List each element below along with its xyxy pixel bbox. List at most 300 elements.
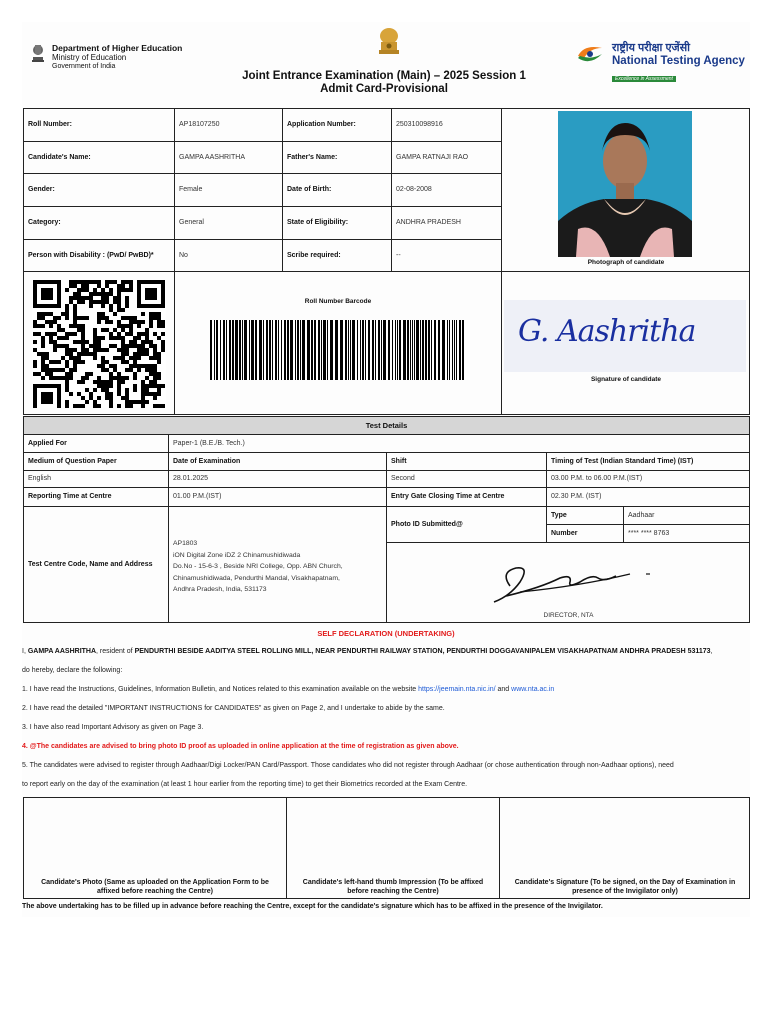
intro-end: , bbox=[710, 648, 713, 655]
qr-module bbox=[121, 288, 125, 292]
qr-module bbox=[117, 384, 121, 388]
barcode-bar bbox=[442, 320, 445, 380]
qr-module bbox=[65, 348, 69, 352]
qr-module bbox=[69, 280, 73, 284]
qr-module bbox=[69, 324, 73, 328]
qr-module bbox=[37, 372, 41, 376]
qr-module bbox=[141, 388, 145, 392]
qr-module bbox=[69, 376, 73, 380]
qr-module bbox=[89, 280, 93, 284]
qr-module bbox=[157, 392, 161, 396]
qr-module bbox=[69, 392, 73, 396]
qr-module bbox=[69, 356, 73, 360]
qr-module bbox=[101, 384, 105, 388]
qr-module bbox=[125, 368, 129, 372]
qr-module bbox=[153, 396, 157, 400]
qr-module bbox=[109, 372, 113, 376]
barcode-bar bbox=[447, 320, 448, 380]
id-number-value: **** **** 8763 bbox=[628, 529, 670, 537]
qr-module bbox=[33, 324, 37, 328]
qr-module bbox=[157, 352, 161, 356]
qr-module bbox=[97, 404, 101, 408]
qr-module bbox=[41, 340, 45, 344]
qr-module bbox=[105, 296, 109, 300]
qr-module bbox=[81, 288, 85, 292]
declaration-point-5a: 5. The candidates were advised to register through Aadhaar/Digi Locker/PAN Card/Passport. Those candidates who did not register through Aadhaar (or chose authentication through non-Aadhaar options), need bbox=[22, 762, 674, 769]
qr-module bbox=[97, 376, 101, 380]
qr-module bbox=[93, 328, 97, 332]
qr-module bbox=[121, 344, 125, 348]
qr-module bbox=[57, 360, 61, 364]
qr-module bbox=[129, 316, 133, 320]
qr-module bbox=[157, 372, 161, 376]
qr-module bbox=[73, 324, 77, 328]
qr-module bbox=[65, 352, 69, 356]
qr-module bbox=[121, 280, 125, 284]
qr-module bbox=[81, 340, 85, 344]
qr-module bbox=[113, 364, 117, 368]
qr-module bbox=[41, 352, 45, 356]
qr-module bbox=[41, 344, 45, 348]
qr-module bbox=[93, 332, 97, 336]
qr-module bbox=[105, 392, 109, 396]
qr-module bbox=[129, 356, 133, 360]
qr-module bbox=[149, 380, 153, 384]
barcode-bar bbox=[311, 320, 313, 380]
nta-link[interactable]: www.nta.ac.in bbox=[511, 686, 555, 693]
qr-module bbox=[133, 344, 137, 348]
barcode-bar bbox=[323, 320, 326, 380]
scribe-label: Scribe required: bbox=[287, 251, 341, 259]
qr-module bbox=[109, 320, 113, 324]
qr-module bbox=[109, 400, 113, 404]
qr-module bbox=[137, 356, 141, 360]
applied-for-value: Paper-1 (B.E./B. Tech.) bbox=[173, 439, 245, 447]
qr-module bbox=[105, 280, 109, 284]
qr-module bbox=[157, 356, 161, 360]
qr-module bbox=[73, 304, 77, 308]
qr-module bbox=[97, 380, 101, 384]
qr-module bbox=[125, 316, 129, 320]
qr-module bbox=[125, 404, 129, 408]
qr-module bbox=[101, 348, 105, 352]
qr-module bbox=[49, 372, 53, 376]
qr-module bbox=[133, 384, 137, 388]
qr-module bbox=[117, 296, 121, 300]
qr-module bbox=[153, 384, 157, 388]
barcode-bar bbox=[297, 320, 299, 380]
declaration-point-1 bbox=[22, 685, 750, 695]
barcode-bar bbox=[454, 320, 455, 380]
roll-number-barcode bbox=[210, 320, 466, 380]
qr-module bbox=[117, 284, 121, 288]
qr-module bbox=[141, 380, 145, 384]
qr-module bbox=[57, 336, 61, 340]
qr-module bbox=[137, 320, 141, 324]
qr-module bbox=[157, 384, 161, 388]
intro-mid: , resident of bbox=[96, 648, 135, 655]
qr-module bbox=[81, 328, 85, 332]
barcode-bar bbox=[381, 320, 382, 380]
qr-module bbox=[65, 400, 69, 404]
qr-module bbox=[129, 368, 133, 372]
barcode-bar bbox=[269, 320, 271, 380]
barcode-bar bbox=[226, 320, 227, 380]
qr-module bbox=[153, 316, 157, 320]
nta-english-name: National Testing Agency bbox=[612, 55, 745, 67]
qr-module bbox=[121, 340, 125, 344]
qr-module bbox=[145, 352, 149, 356]
dob-label: Date of Birth: bbox=[287, 186, 332, 193]
qr-module bbox=[133, 360, 137, 364]
barcode-bar bbox=[462, 320, 464, 380]
barcode-bar bbox=[255, 320, 257, 380]
qr-module bbox=[145, 332, 149, 336]
barcode-bar bbox=[235, 320, 238, 380]
qr-module bbox=[113, 328, 117, 332]
qr-module bbox=[157, 320, 161, 324]
qr-module bbox=[129, 320, 133, 324]
qr-module bbox=[61, 312, 65, 316]
barcode-bar bbox=[397, 320, 398, 380]
qr-module bbox=[49, 324, 53, 328]
qr-module bbox=[37, 332, 41, 336]
qr-module bbox=[81, 380, 85, 384]
qr-module bbox=[77, 280, 81, 284]
qr-module bbox=[153, 364, 157, 368]
qr-module bbox=[141, 332, 145, 336]
qr-module bbox=[89, 344, 93, 348]
qr-module bbox=[125, 348, 129, 352]
qr-module bbox=[85, 280, 89, 284]
qr-module bbox=[141, 352, 145, 356]
qr-module bbox=[41, 392, 53, 404]
qr-module bbox=[93, 344, 97, 348]
barcode-bar bbox=[327, 320, 328, 380]
qr-module bbox=[141, 404, 145, 408]
signature-caption: Signature of candidate bbox=[590, 376, 662, 383]
qr-module bbox=[141, 348, 145, 352]
candidate-name-value: GAMPA AASHRITHA bbox=[179, 153, 245, 161]
qr-module bbox=[125, 388, 129, 392]
qr-module bbox=[117, 304, 121, 308]
signature-handwriting: G. Aashritha bbox=[518, 314, 696, 349]
qr-module bbox=[109, 380, 113, 384]
qr-module bbox=[57, 324, 61, 328]
qr-module bbox=[53, 344, 57, 348]
barcode-bar bbox=[287, 320, 289, 380]
qr-module bbox=[81, 352, 85, 356]
qr-module bbox=[105, 320, 109, 324]
qr-module bbox=[73, 316, 77, 320]
qr-module bbox=[57, 376, 61, 380]
qr-module bbox=[65, 388, 69, 392]
qr-module bbox=[41, 356, 45, 360]
qr-module bbox=[149, 384, 153, 388]
qr-module bbox=[101, 336, 105, 340]
thumb-impression-box-caption: Candidate's left-hand thumb Impression (To be affixed before reaching the Centre) bbox=[302, 879, 484, 895]
qr-module bbox=[125, 288, 129, 292]
qr-module bbox=[145, 288, 157, 300]
qr-module bbox=[85, 284, 89, 288]
qr-module bbox=[49, 340, 53, 344]
qr-module bbox=[117, 380, 121, 384]
qr-module bbox=[101, 300, 105, 304]
qr-module bbox=[89, 392, 93, 396]
qr-module bbox=[101, 296, 105, 300]
qr-module bbox=[97, 364, 101, 368]
barcode-bar bbox=[350, 320, 351, 380]
qr-module bbox=[161, 404, 165, 408]
barcode-bar bbox=[416, 320, 419, 380]
qr-module bbox=[121, 348, 125, 352]
qr-module bbox=[109, 292, 113, 296]
qr-module bbox=[45, 372, 49, 376]
qr-module bbox=[101, 360, 105, 364]
qr-module bbox=[125, 324, 129, 328]
qr-module bbox=[81, 404, 85, 408]
qr-module bbox=[33, 332, 37, 336]
barcode-bar bbox=[360, 320, 361, 380]
qr-module bbox=[81, 336, 85, 340]
qr-module bbox=[121, 316, 125, 320]
qr-module bbox=[33, 364, 37, 368]
qr-module bbox=[121, 360, 125, 364]
qr-module bbox=[105, 368, 109, 372]
qr-module bbox=[97, 396, 101, 400]
qr-module bbox=[41, 336, 45, 340]
gender-label: Gender: bbox=[28, 186, 55, 193]
barcode-bar bbox=[414, 320, 415, 380]
department-block bbox=[52, 44, 182, 71]
qr-module bbox=[153, 368, 157, 372]
qr-module bbox=[145, 392, 149, 396]
qr-module bbox=[157, 376, 161, 380]
barcode-bar bbox=[378, 320, 381, 380]
gate-closing-value: 02.30 P.M. (IST) bbox=[551, 493, 602, 500]
qr-module bbox=[61, 344, 65, 348]
qr-module bbox=[125, 344, 129, 348]
qr-code-icon bbox=[32, 280, 166, 408]
qr-module bbox=[145, 368, 149, 372]
qr-module bbox=[105, 300, 109, 304]
qr-module bbox=[113, 356, 117, 360]
qr-module bbox=[49, 332, 53, 336]
ministry-name: Ministry of Education bbox=[52, 53, 127, 62]
qr-module bbox=[81, 360, 85, 364]
barcode-bar bbox=[300, 320, 301, 380]
qr-module bbox=[141, 340, 145, 344]
qr-module bbox=[73, 340, 77, 344]
qr-module bbox=[41, 360, 45, 364]
gender-value: Female bbox=[179, 186, 203, 193]
qr-module bbox=[145, 336, 149, 340]
qr-module bbox=[53, 376, 57, 380]
barcode-bar bbox=[229, 320, 231, 380]
qr-module bbox=[105, 348, 109, 352]
qr-module bbox=[85, 288, 89, 292]
barcode-bar bbox=[259, 320, 262, 380]
application-number-label: Application Number: bbox=[287, 121, 356, 128]
barcode-bar bbox=[375, 320, 376, 380]
application-number-value: 250310098916 bbox=[396, 121, 443, 128]
barcode-bar bbox=[410, 320, 411, 380]
point1-text: 1. I have read the Instructions, Guidelines, Information Bulletin, and Notices related to this examination available on the website bbox=[22, 686, 419, 693]
qr-module bbox=[97, 340, 101, 344]
qr-module bbox=[109, 384, 113, 388]
qr-module bbox=[93, 300, 97, 304]
test-details-title: Test Details bbox=[365, 421, 408, 430]
qr-module bbox=[137, 400, 141, 404]
qr-module bbox=[109, 332, 113, 336]
qr-module bbox=[81, 396, 85, 400]
qr-module bbox=[129, 280, 133, 284]
barcode-bar bbox=[422, 320, 424, 380]
qr-module bbox=[33, 372, 37, 376]
qr-module bbox=[73, 356, 77, 360]
timing-label: Timing of Test (Indian Standard Time) (IST) bbox=[551, 457, 694, 465]
qr-module bbox=[121, 328, 125, 332]
state-label: State of Eligibility: bbox=[287, 219, 349, 226]
qr-module bbox=[93, 400, 97, 404]
qr-module bbox=[53, 340, 57, 344]
qr-module bbox=[105, 328, 109, 332]
qr-module bbox=[81, 284, 85, 288]
qr-module bbox=[49, 368, 53, 372]
qr-module bbox=[97, 348, 101, 352]
qr-module bbox=[121, 356, 125, 360]
qr-module bbox=[153, 392, 157, 396]
qr-module bbox=[121, 352, 125, 356]
qr-module bbox=[161, 324, 165, 328]
qr-module bbox=[137, 332, 141, 336]
barcode-bar bbox=[266, 320, 268, 380]
qr-module bbox=[153, 372, 157, 376]
qr-module bbox=[65, 304, 69, 308]
qr-module bbox=[145, 376, 149, 380]
barcode-bar bbox=[425, 320, 427, 380]
qr-module bbox=[69, 372, 73, 376]
qr-module bbox=[157, 388, 161, 392]
qr-module bbox=[77, 352, 81, 356]
qr-module bbox=[141, 392, 145, 396]
qr-module bbox=[93, 356, 97, 360]
barcode-bar bbox=[242, 320, 243, 380]
qr-module bbox=[113, 312, 117, 316]
qr-module bbox=[65, 336, 69, 340]
qr-module bbox=[93, 336, 97, 340]
qr-module bbox=[69, 300, 73, 304]
qr-module bbox=[109, 404, 113, 408]
qr-module bbox=[85, 372, 89, 376]
barcode-bar bbox=[434, 320, 436, 380]
qr-module bbox=[161, 332, 165, 336]
barcode-bar bbox=[220, 320, 221, 380]
qr-module bbox=[161, 340, 165, 344]
qr-module bbox=[73, 308, 77, 312]
qr-module bbox=[73, 360, 77, 364]
qr-module bbox=[101, 316, 105, 320]
qr-module bbox=[85, 296, 89, 300]
qr-module bbox=[77, 292, 81, 296]
qr-module bbox=[137, 352, 141, 356]
qr-module bbox=[81, 332, 85, 336]
qr-module bbox=[113, 376, 117, 380]
qr-module bbox=[65, 384, 69, 388]
qr-module bbox=[89, 372, 93, 376]
qr-module bbox=[77, 328, 81, 332]
person-silhouette-icon bbox=[558, 111, 692, 257]
father-name-label: Father's Name: bbox=[287, 153, 338, 161]
qr-module bbox=[33, 360, 37, 364]
qr-module bbox=[101, 388, 105, 392]
qr-module bbox=[129, 340, 133, 344]
qr-module bbox=[149, 372, 153, 376]
qr-module bbox=[61, 368, 65, 372]
barcode-bar bbox=[348, 320, 349, 380]
medium-label: Medium of Question Paper bbox=[28, 457, 117, 465]
qr-module bbox=[45, 320, 49, 324]
roll-number-label: Roll Number: bbox=[28, 121, 72, 128]
barcode-bar bbox=[239, 320, 241, 380]
qr-module bbox=[109, 288, 113, 292]
qr-module bbox=[129, 284, 133, 288]
qr-module bbox=[157, 404, 161, 408]
qr-module bbox=[97, 316, 101, 320]
qr-module bbox=[93, 292, 97, 296]
barcode-bar bbox=[223, 320, 225, 380]
barcode-bar bbox=[362, 320, 364, 380]
qr-module bbox=[125, 296, 129, 300]
centre-line-4: Andhra Pradesh, India, 531173 bbox=[173, 586, 267, 593]
jeemain-link[interactable]: https://jeemain.nta.nic.in/ bbox=[418, 686, 496, 693]
qr-module bbox=[133, 364, 137, 368]
barcode-bar bbox=[399, 320, 401, 380]
qr-module bbox=[141, 344, 145, 348]
qr-module bbox=[41, 312, 45, 316]
qr-module bbox=[73, 332, 77, 336]
qr-module bbox=[133, 336, 137, 340]
qr-module bbox=[101, 304, 105, 308]
qr-module bbox=[85, 388, 89, 392]
barcode-bar bbox=[263, 320, 264, 380]
qr-module bbox=[101, 364, 105, 368]
qr-module bbox=[49, 376, 53, 380]
qr-module bbox=[161, 344, 165, 348]
category-label: Category: bbox=[28, 219, 61, 226]
qr-module bbox=[77, 356, 81, 360]
qr-module bbox=[125, 400, 129, 404]
barcode-bar bbox=[290, 320, 293, 380]
qr-module bbox=[109, 280, 113, 284]
barcode-bar bbox=[232, 320, 234, 380]
qr-module bbox=[69, 368, 73, 372]
candidate-signature-image bbox=[504, 300, 746, 372]
declaration-point-3: 3. I have also read Important Advisory as given on Page 3. bbox=[22, 724, 204, 731]
exam-title: Joint Entrance Examination (Main) – 2025 Session 1 bbox=[242, 70, 526, 82]
nta-logo-icon bbox=[576, 42, 604, 66]
scribe-value: -- bbox=[396, 251, 401, 259]
qr-module bbox=[133, 352, 137, 356]
qr-module bbox=[153, 352, 157, 356]
qr-module bbox=[133, 320, 137, 324]
qr-module bbox=[153, 344, 157, 348]
qr-module bbox=[65, 316, 69, 320]
qr-module bbox=[77, 392, 81, 396]
qr-module bbox=[149, 312, 153, 316]
qr-module bbox=[133, 356, 137, 360]
qr-module bbox=[57, 316, 61, 320]
